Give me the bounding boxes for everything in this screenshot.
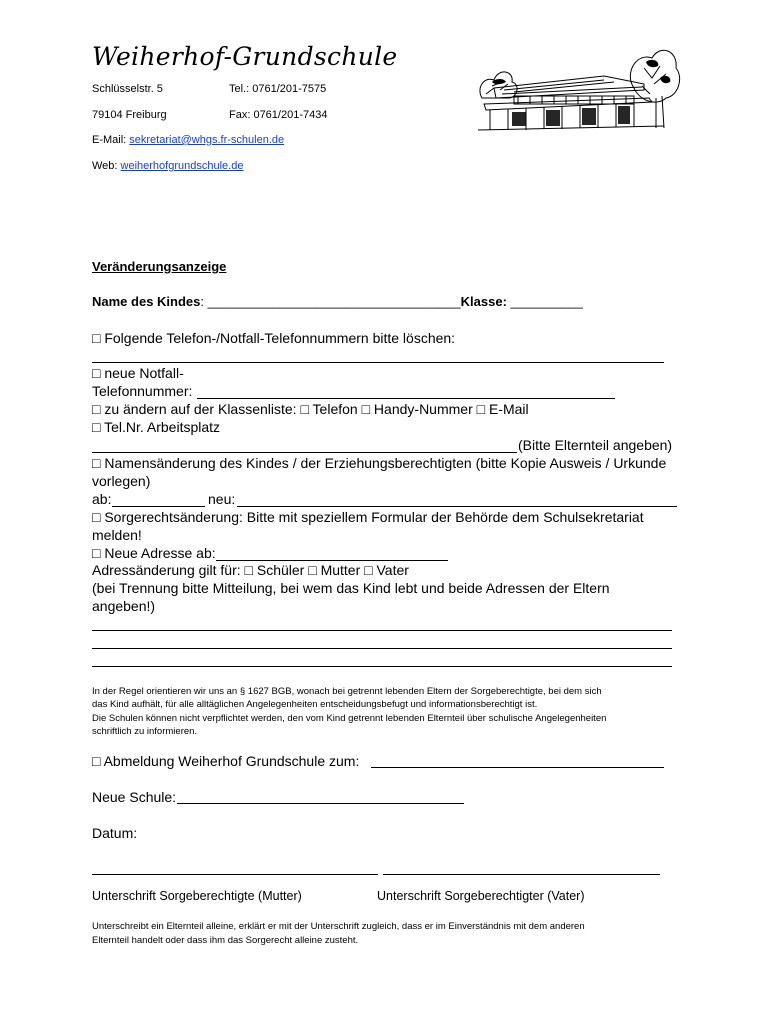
option-delete-numbers[interactable]: □ Folgende Telefon-/Notfall-Telefonnummern bitte löschen: [92,330,456,346]
school-phone: Tel.: 0761/201-7575 [229,83,327,95]
new-address-line[interactable] [216,560,448,561]
new-emergency-line[interactable] [197,398,615,399]
option-custody-change[interactable]: □ Sorgerechtsänderung: Bitte mit speziellem Formular der Behörde dem Schulsekretariat [92,509,644,525]
from-line[interactable] [112,506,205,507]
new-emergency-label: Telefonnummer: [92,383,193,399]
school-street: Schlüsselstr. 5 [92,83,163,95]
child-name-field[interactable]: ___________________________________ [207,294,461,309]
option-change-class-list[interactable]: □ zu ändern auf der Klassenliste: □ Telefon □ Handy-Nummer □ E-Mail [92,401,529,417]
school-building-illustration [474,38,684,134]
email-label: E-Mail: [92,134,130,146]
address-line-2[interactable] [92,648,672,649]
footer-note-2: Elternteil handelt oder dass ihm das Sorgerecht alleine zusteht. [92,935,359,946]
option-new-emergency[interactable]: □ neue Notfall- [92,365,184,381]
option-name-change[interactable]: □ Namensänderung des Kindes / der Erziehungsberechtigten (bitte Kopie Ausweis / Urkunde [92,455,667,471]
web-label: Web: [92,160,121,172]
custody-cont: melden! [92,527,142,543]
from-label: ab: [92,491,112,507]
address-line-3[interactable] [92,666,672,667]
child-name-label: Name des Kindes [92,294,201,309]
new-name-line[interactable] [237,506,677,507]
separation-note: (bei Trennung bitte Mitteilung, bei wem das Kind lebt und beide Adressen der Eltern [92,580,610,596]
school-fax: Fax: 0761/201-7434 [229,109,328,121]
school-title: Weiherhof-Grundschule [92,42,398,71]
footer-note-1: Unterschreibt ein Elternteil alleine, erklärt er mit der Unterschrift zugleich, dass er im Einverständnis mit dem anderen [92,921,585,932]
class-label: Klasse [460,294,503,309]
school-city: 79104 Freiburg [92,109,167,121]
option-deregister[interactable]: □ Abmeldung Weiherhof Grundschule zum: [92,753,360,769]
school-web-row [92,160,243,172]
delete-numbers-line[interactable] [92,362,664,363]
address-line-1[interactable] [92,630,672,631]
legal-note-2: das Kind aufhält, für alle alltäglichen Angelegenheiten entscheidungsbefugt und informationsberechtigt ist. [92,699,538,710]
legal-note-3: Die Schulen können nicht verpflichtet werden, den vom Kind getrennt lebenden Elternteil über schulische Angelegenheiten [92,713,607,724]
form-heading: Veränderungsanzeige [92,259,227,274]
date-label: Datum: [92,825,138,841]
new-school-label: Neue Schule: [92,789,177,805]
parent-hint: (Bitte Elternteil angeben) [518,437,673,453]
option-work-phone[interactable]: □ Tel.Nr. Arbeitsplatz [92,419,221,435]
work-phone-line[interactable] [92,452,517,453]
child-name-colon: : [200,294,208,309]
signature-father-label: Unterschrift Sorgeberechtigter (Vater) [377,889,585,903]
child-name-row [92,294,583,309]
class-field[interactable]: __________ [510,294,583,309]
web-link[interactable]: weiherhofgrundschule.de [120,160,244,172]
name-change-cont: vorlegen) [92,473,151,489]
email-link[interactable]: sekretariat@whgs.fr-schulen.de [129,134,285,146]
legal-note-1: In der Regel orientieren wir uns an § 1627 BGB, wonach bei getrennt lebenden Eltern der Sorgeberechtigte, bei dem sich [92,686,602,697]
option-new-address[interactable]: □ Neue Adresse ab: [92,545,216,561]
new-label: neu: [208,491,236,507]
signature-mother-line[interactable] [92,874,378,875]
signature-mother-label: Unterschrift Sorgeberechtigte (Mutter) [92,889,302,903]
legal-note-4: schriftlich zu informieren. [92,726,198,737]
deregister-date-line[interactable] [371,767,664,768]
school-email-row [92,134,284,146]
address-applies-to[interactable]: Adressänderung gilt für: □ Schüler □ Mutter □ Vater [92,562,409,578]
separation-note-cont: angeben!) [92,598,156,614]
new-school-line[interactable] [177,803,464,804]
signature-father-line[interactable] [383,874,660,875]
class-colon: : [502,294,511,309]
